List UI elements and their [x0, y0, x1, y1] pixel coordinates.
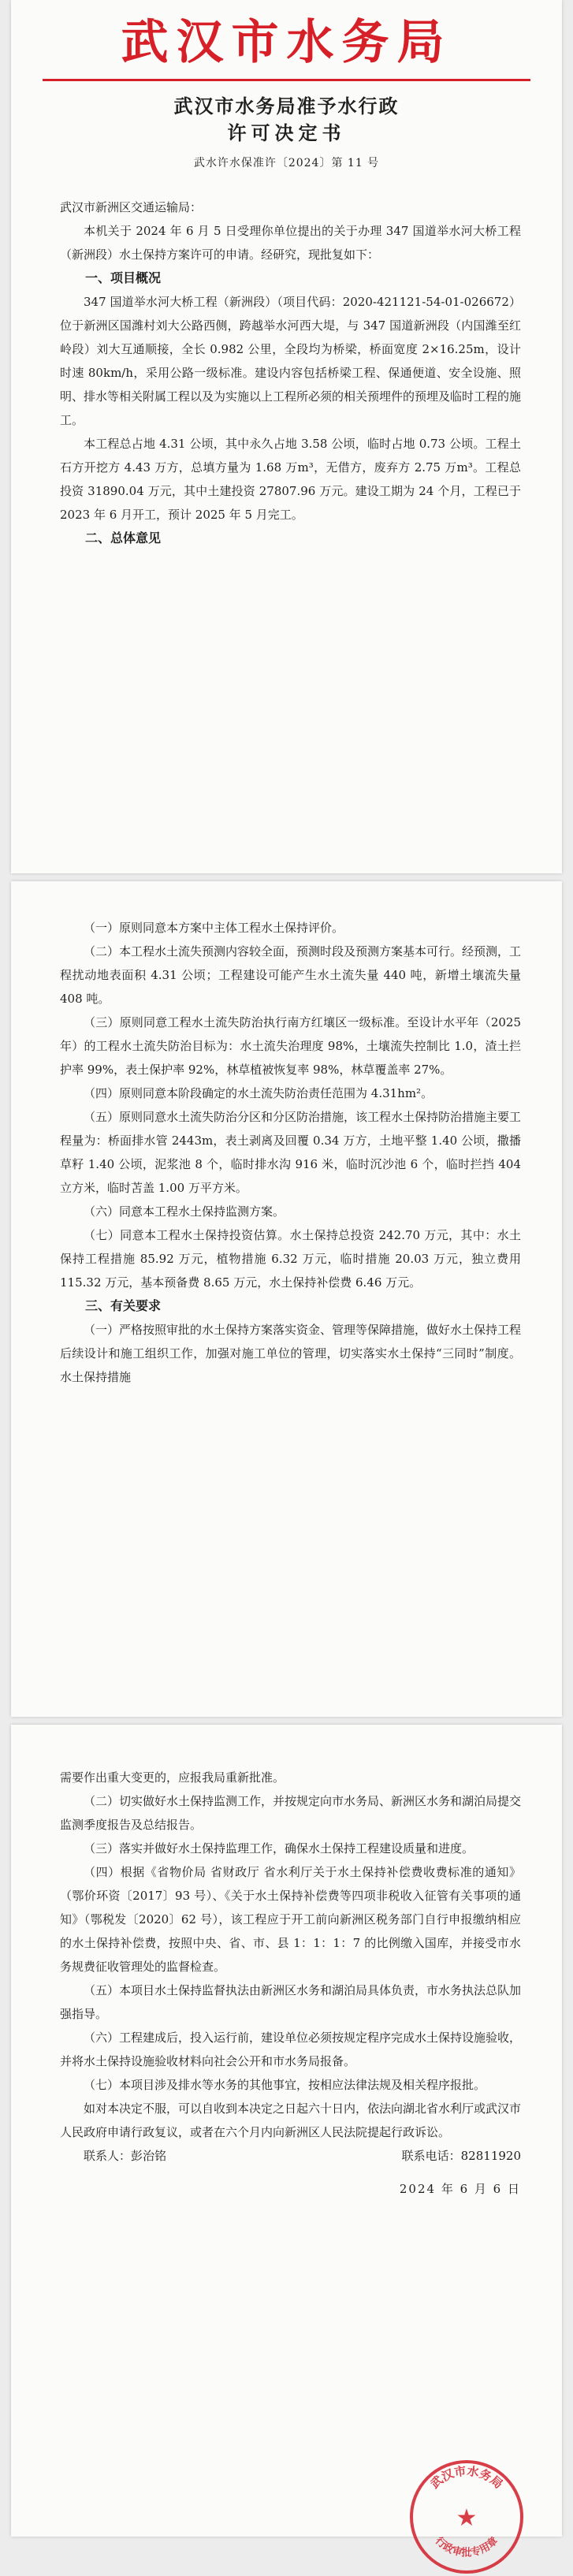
recipient: 武汉市新洲区交通运输局： [60, 200, 203, 214]
requirement-5: （五）本项目水土保持监督执法由新洲区水务和湖泊局具体负责，市水务执法总队加强指导。 [60, 1983, 522, 2021]
requirement-6: （六）工程建成后，投入运行前，建设单位必须按规定程序完成水土保持设施验收，并将水土保持设施验收材料向社会公开和市水务局报备。 [60, 2031, 522, 2068]
opinion-1: （一）原则同意本方案中主体工程水土保持评价。 [84, 921, 344, 935]
page-1-body [60, 195, 521, 550]
opinion-6: （六）同意本工程水土保持监测方案。 [84, 1204, 285, 1219]
opinion-2: （二）本工程水土流失预测内容较全面，预测时段及预测方案基本可行。经预测，工程扰动地表面积 4.31 公顷；工程建设可能产生水土流失量 440 吨，新增土壤流失量 408 吨。 [60, 944, 522, 1006]
letterhead: 武汉市水务局 [121, 15, 452, 70]
document-number: 武水许水保准许〔2024〕第 11 号 [193, 157, 380, 169]
letterhead-divider [43, 79, 530, 81]
appeal-notice: 如对本决定不服，可以自收到本决定之日起六十日内，依法向湖北省水利厅或武汉市人民政府申请行政复议，或者在六个月内向新洲区人民法院提起行政诉讼。 [60, 2101, 522, 2139]
requirement-4: （四）根据《省物价局 省财政厅 省水利厅关于水土保持补偿费收费标准的通知》（鄂价环资〔2017〕93 号）、《关于水土保持补偿费等四项非税收入征管有关事项的通知》（鄂税发〔2020〕62 号），该工程应于开工前向新洲区税务部门自行申报缴纳相应的水土保持补偿费，按照中央、省、市、县 1：1：1：7 的比例缴入国库，并接受市水务规费征收管理处的监督检查。 [60, 1865, 521, 1974]
title-line-1: 武汉市水务局准予水行政 [173, 95, 400, 117]
section-2-heading: 二、总体意见 [85, 530, 162, 545]
seal-bottom-text: 行政审批专用章 [432, 2535, 501, 2559]
requirement-2: （二）切实做好水土保持监测工作，并按规定向市水务局、新洲区水务和湖泊局提交监测季度报告及总结报告。 [60, 1794, 522, 1832]
official-seal [407, 2458, 526, 2576]
seal-star-icon: ★ [456, 2504, 478, 2532]
project-overview-paragraph-1: 347 国道举水河大桥工程（新洲段）（项目代码：2020-421121-54-01-026672）位于新洲区国潍村刘大公路西侧，跨越举水河西大堤，与 347 国道新洲段（内国潍至红岭段）刘大互通顺接，全长 0.982 公里，全段均为桥梁，桥面宽度 2×16.25m，设计时速 80km/h，采用公路一级标准。建设内容包括桥梁工程、保通便道、安全设施、照明、排水等相关附属工程以及为实施以上工程所必须的相关预埋件的预埋及临时工程的施工。 [60, 295, 522, 427]
opinion-5: （五）原则同意水土流失防治分区和分区防治措施，该工程水土保持防治措施主要工程量为：桥面排水管 2443m，表土剥离及回覆 0.34 万方，土地平整 1.40 公顷，撒播草籽 1.40 公顷，泥浆池 8 个，临时排水沟 916 米，临时沉沙池 6 个，临时拦挡 404 立方米，临时苫盖 1.00 万平方米。 [60, 1110, 522, 1195]
requirement-1: （一）严格按照审批的水土保持方案落实资金、管理等保障措施，做好水土保持工程后续设计和施工组织工作，加强对施工单位的管理，切实落实水土保持“三同时”制度。水土保持措施 [60, 1323, 522, 1384]
page-2-body [60, 916, 521, 1389]
contact-line [60, 2144, 521, 2168]
requirement-7: （七）本项目涉及排水等水务的其他事宜，按相应法律法规及相关程序报批。 [84, 2078, 486, 2092]
intro-paragraph: 本机关于 2024 年 6 月 5 日受理你单位提出的关于办理 347 国道举水河大桥工程（新洲段）水土保持方案许可的申请。经研究，现批复如下： [60, 224, 521, 262]
title-line-2: 许可决定书 [227, 122, 346, 144]
document-page-2 [11, 881, 562, 1717]
opinion-4: （四）原则同意本阶段确定的水土流失防治责任范围为 4.31hm²。 [84, 1086, 433, 1100]
document-page-1 [11, 0, 562, 873]
page-3-body [60, 1766, 521, 2197]
document-title [11, 93, 562, 147]
seal-top-text: 武汉市水务局 [427, 2463, 506, 2492]
contact-person: 联系人：彭治铭 [84, 2149, 167, 2163]
requirement-3: （三）落实并做好水土保持监理工作，确保水土保持工程建设质量和进度。 [84, 1841, 474, 1856]
project-overview-paragraph-2: 本工程总占地 4.31 公顷，其中永久占地 3.58 公顷，临时占地 0.73 公顷。工程土石方开挖方 4.43 万方，总填方量为 1.68 万m³，无借方，废弃方 2.75 万m³。工程总投资 31890.04 万元，其中土建投资 27807.96 万元。建设工期为 24 个月，工程已于 2023 年 6 月开工，预计 2025 年 5 月完工。 [60, 437, 521, 522]
contact-phone: 联系电话：82811920 [401, 2149, 521, 2163]
opinion-3: （三）原则同意工程水土流失防治执行南方红壤区一级标准。至设计水平年（2025 年）的工程水土流失防治目标为：水土流失治理度 98%，土壤流失控制比 1.0，渣土拦护率 99%，表土保护率 92%，林草植被恢复率 98%，林草覆盖率 27%。 [60, 1015, 521, 1077]
opinion-7: （七）同意本工程水土保持投资估算。水土保持总投资 242.70 万元，其中：水土保持工程措施 85.92 万元，植物措施 6.32 万元，临时措施 20.03 万元，独立费用 115.32 万元，基本预备费 8.65 万元，水土保持补偿费 6.46 万元。 [60, 1228, 521, 1290]
document-page-3 [11, 1725, 562, 2559]
issue-date: 2024 年 6 月 6 日 [399, 2182, 521, 2196]
requirement-1-continued: 需要作出重大变更的，应报我局重新批准。 [60, 1770, 285, 1785]
section-1-heading: 一、项目概况 [85, 270, 162, 285]
section-3-heading: 三、有关要求 [85, 1298, 162, 1313]
